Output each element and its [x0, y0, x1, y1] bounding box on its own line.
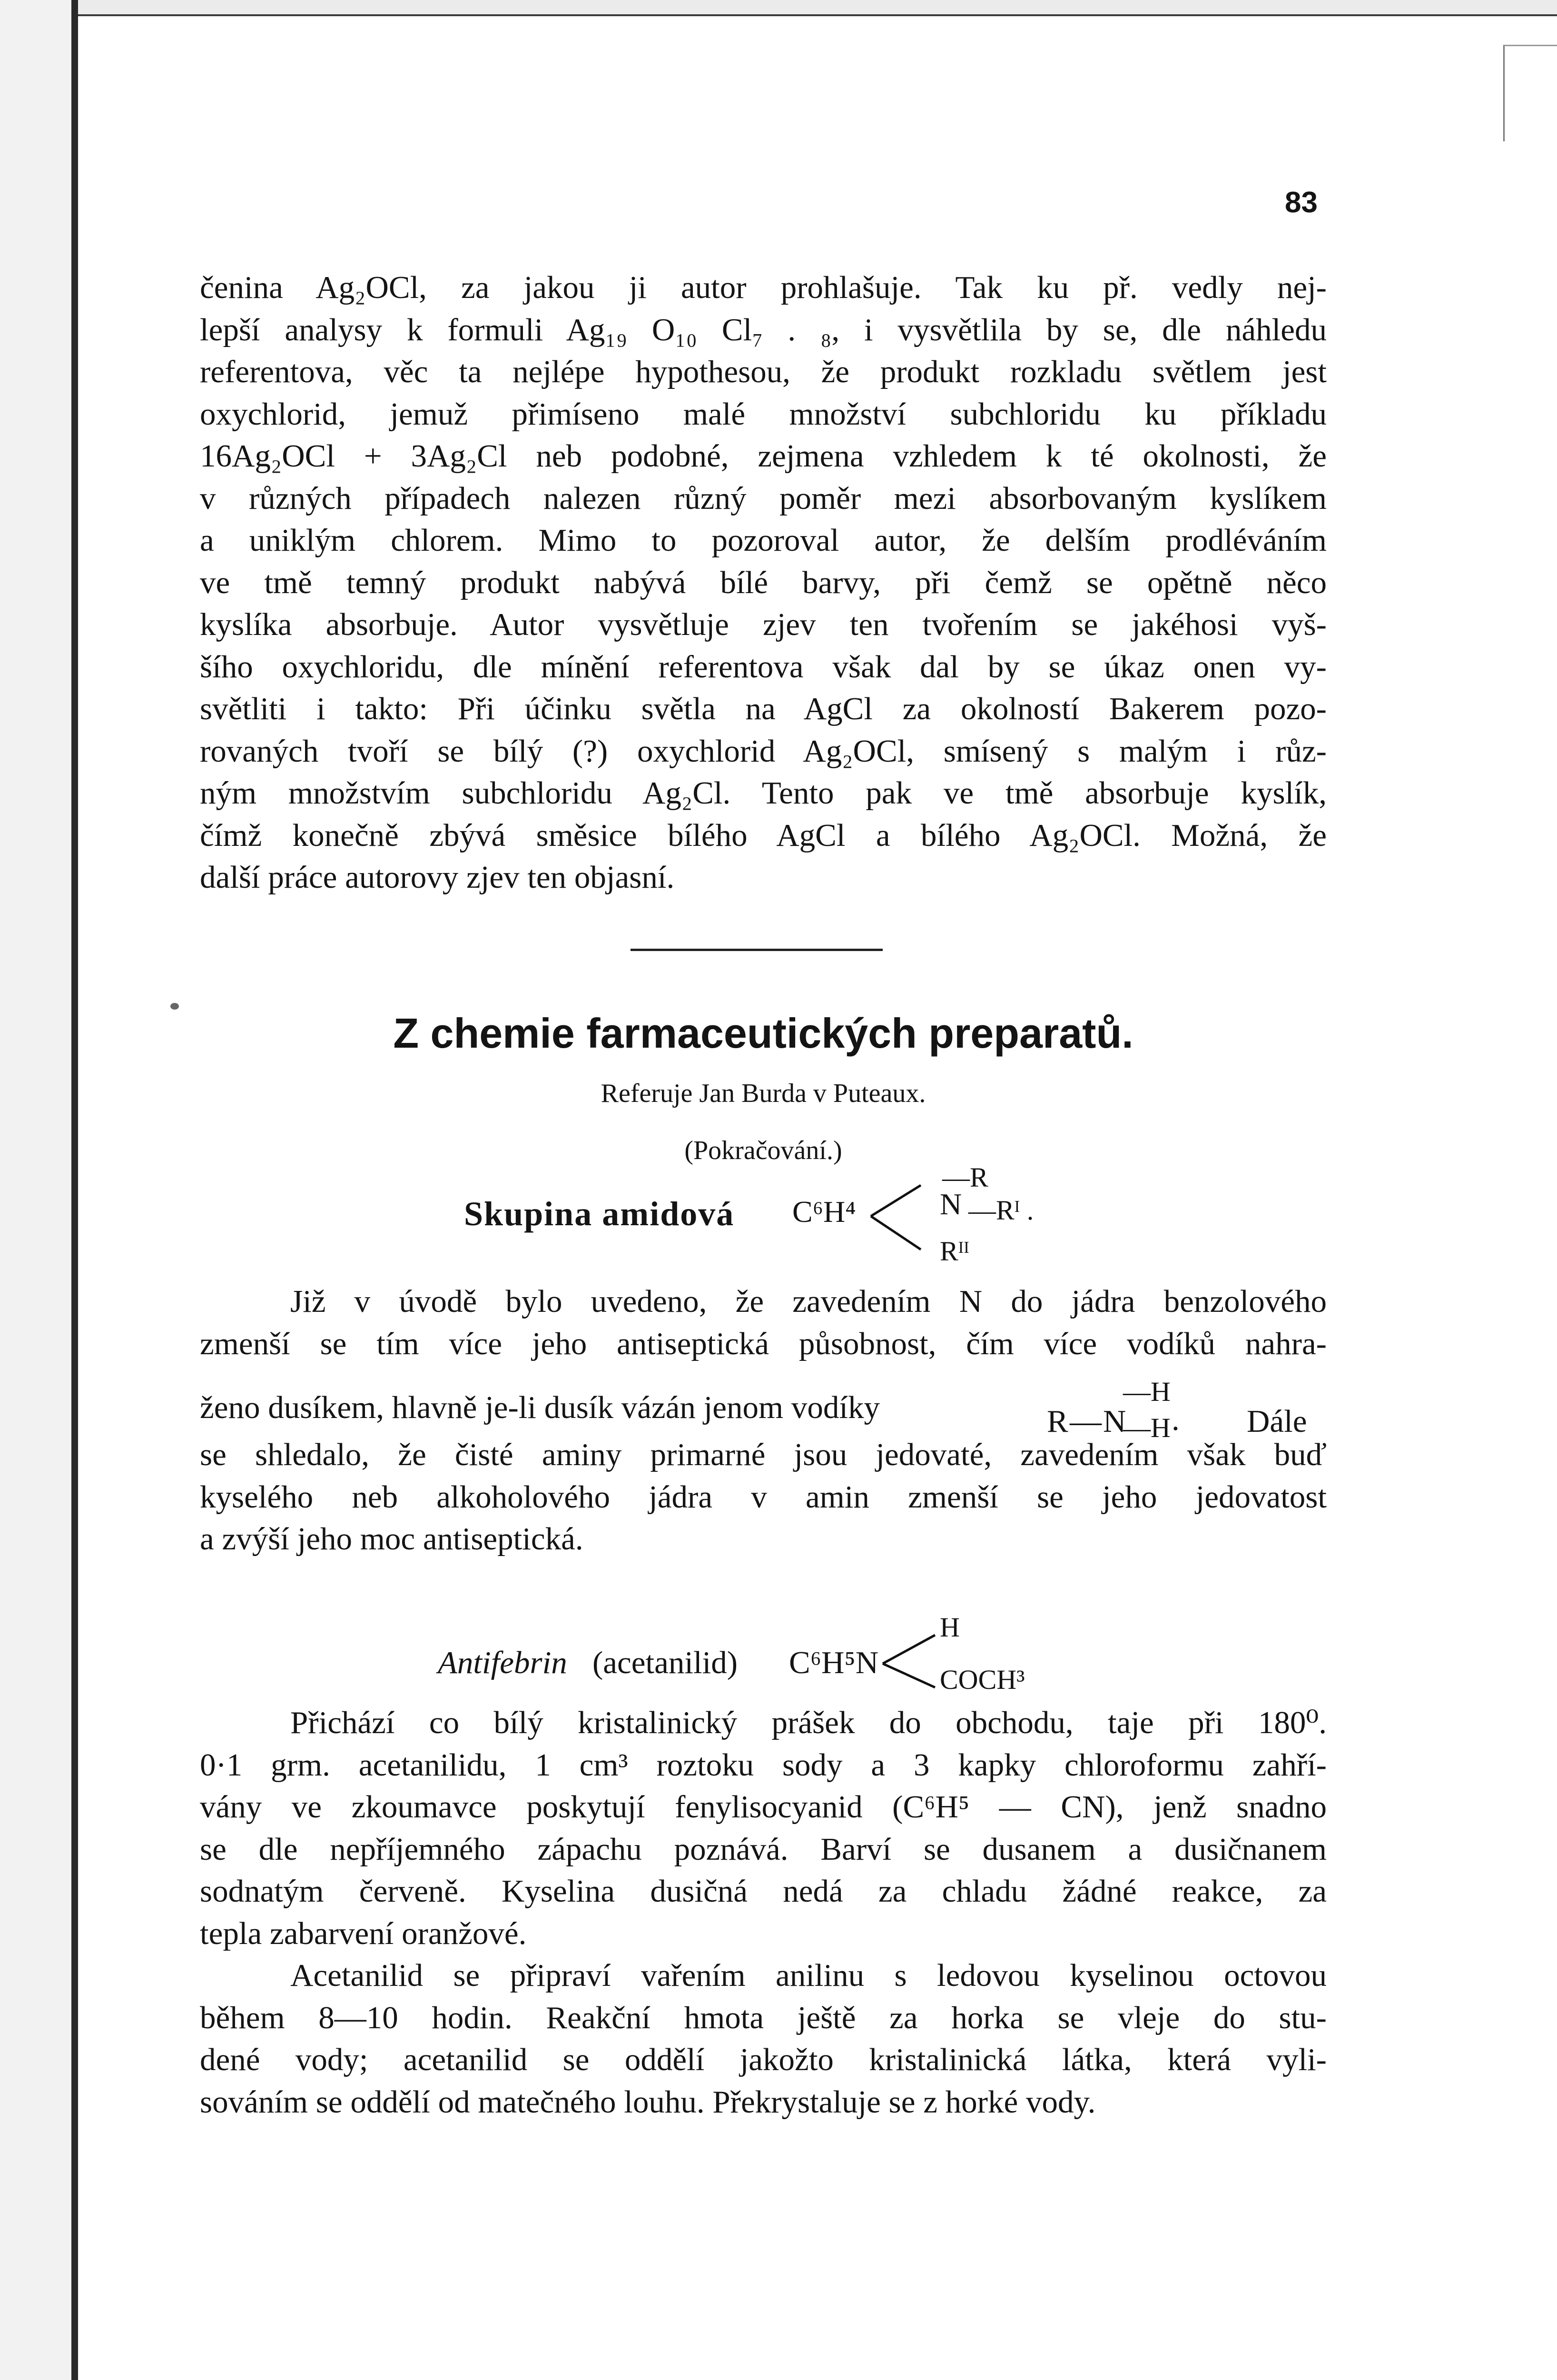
amido-heading: Skupina amidová — [464, 1195, 735, 1233]
antifebrin-top: H — [940, 1612, 960, 1643]
scan-top-margin — [78, 0, 1557, 16]
antifebrin-bottom: COCH³ — [940, 1664, 1025, 1695]
scan-speck — [170, 1003, 179, 1010]
amido-n: N — [940, 1187, 962, 1221]
amido-r-top: —R — [942, 1162, 988, 1193]
inline-h-bottom: —H — [1123, 1412, 1171, 1443]
inline-dot: . — [1172, 1402, 1180, 1437]
text-line: se shledalo, že čisté aminy primarné jsou jedovaté, zavedením však buď — [200, 1437, 1327, 1472]
text-line: Přichází co bílý kristalinický prášek do obchodu, taje při 180⁰. — [290, 1705, 1327, 1740]
text-line: lepší analysy k formuli Ag₁₉ O₁₀ Cl₇ . ₈, i vysvětlila by se, dle náhledu — [200, 312, 1327, 347]
text-line: čenina Ag₂OCl, za jakou ji autor prohlašuje. Tak ku př. vedly nej- — [200, 270, 1327, 305]
text-line: 16Ag₂OCl + 3Ag₂Cl neb podobné, zejmena vzhledem k té okolnosti, že — [200, 438, 1327, 474]
text-line: světliti i takto: Při účinku světla na AgCl za okolností Bakerem pozo- — [200, 691, 1327, 726]
amido-r-bottom: Rᴵᴵ — [940, 1236, 969, 1267]
section-divider — [631, 949, 883, 951]
inline-h-top: —H — [1123, 1376, 1171, 1407]
antifebrin-name: Antifebrin — [438, 1645, 567, 1680]
text-line: vány ve zkoumavce poskytují fenylisocyanid (C⁶H⁵ — CN), jenž snadno — [200, 1789, 1327, 1825]
text-line: ným množstvím subchloridu Ag₂Cl. Tento pak ve tmě absorbuje kyslík, — [200, 775, 1327, 811]
text-line: během 8—10 hodin. Reakční hmota ještě za horka se vleje do stu- — [200, 2000, 1327, 2035]
inline-dash: — — [1070, 1404, 1102, 1439]
text-line: referentova, věc ta nejlépe hypothesou, že produkt rozkladu světlem jest — [200, 354, 1327, 389]
text-line: a uniklým chlorem. Mimo to pozoroval autor, že delším prodléváním — [200, 523, 1327, 558]
text-line: ve tmě temný produkt nabývá bílé barvy, při čemž se opětně něco — [200, 565, 1327, 600]
text-line: 0·1 grm. acetanilidu, 1 cm³ roztoku sody a 3 kapky chloroformu zahří- — [200, 1747, 1327, 1783]
text-line: ženo dusíkem, hlavně je-li dusík vázán jenom vodíky — [200, 1390, 880, 1425]
amido-r-mid: —Rᴵ . — [968, 1195, 1034, 1226]
antifebrin-base: C⁶H⁵N — [789, 1645, 879, 1680]
text-line: Již v úvodě bylo uvedeno, že zavedením N do jádra benzolového — [290, 1284, 1327, 1319]
antifebrin-bonds — [438, 1616, 1152, 1702]
antifebrin-alias: (acetanilid) — [592, 1645, 738, 1680]
antifebrin-formula — [438, 1612, 1152, 1702]
antifebrin-paragraph-1 — [200, 1702, 1327, 1954]
text-line: tepla zabarvení oranžové. — [200, 1915, 527, 1951]
inline-r: R — [1047, 1404, 1068, 1439]
page-number: 83 — [1285, 186, 1318, 219]
text-line: sováním se oddělí od matečného louhu. Překrystaluje se z horké vody. — [200, 2084, 1096, 2120]
referee-text: Referuje Jan Burda v Puteaux. — [601, 1079, 926, 1108]
text-line: sodnatým červeně. Kyselina dusičná nedá za chladu žádné reakce, za — [200, 1874, 1327, 1909]
intro-paragraph — [200, 267, 1327, 899]
section-title: Z chemie farmaceutických preparatů. — [393, 1010, 1133, 1057]
text-line: zmenší se tím více jeho antiseptická působnost, čím více vodíků nahra- — [200, 1326, 1327, 1361]
text-line: další práce autorovy zjev ten objasní. — [200, 860, 675, 895]
referee-line — [200, 1078, 1327, 1109]
text-line: Acetanilid se připraví vařením anilinu s ledovou kyselinou octovou — [290, 1958, 1327, 1993]
scan-left-margin — [0, 0, 71, 2380]
text-line: a zvýší jeho moc antiseptická. — [200, 1521, 583, 1557]
antifebrin-paragraph-2 — [200, 1954, 1327, 2123]
scan-corner-mark — [1503, 45, 1557, 141]
text-line: oxychlorid, jemuž přimíseno malé množství subchloridu ku příkladu — [200, 396, 1327, 432]
text-line: rovaných tvoří se bílý (?) oxychlorid Ag₂OCl, smísený s malým i růz- — [200, 733, 1327, 769]
text-line: kyselého neb alkoholového jádra v amin zmenší se jeho jedovatost — [200, 1479, 1327, 1515]
amido-group-formula — [464, 1164, 1092, 1278]
scan-page-edge — [71, 0, 78, 2380]
inline-after: Dále — [1247, 1404, 1307, 1439]
inline-n: N — [1103, 1404, 1126, 1439]
text-line: čímž konečně zbývá směsice bílého AgCl a bílého Ag₂OCl. Možná, že — [200, 817, 1327, 853]
text-line: šího oxychloridu, dle mínění referentova však dal by se úkaz onen vy- — [200, 649, 1327, 684]
text-line: v různých případech nalezen různý poměr mezi absorbovaným kyslíkem — [200, 480, 1327, 516]
continuation-note: (Pokračování.) — [684, 1136, 842, 1165]
text-line: kyslíka absorbuje. Autor vysvětluje zjev ten tvořením se jakéhosi vyš- — [200, 607, 1327, 642]
inline-amine-formula — [1047, 1375, 1307, 1451]
text-line: dené vody; acetanilid se oddělí jakožto kristalinická látka, která vyli- — [200, 2042, 1327, 2077]
amido-base: C⁶H⁴ — [792, 1195, 856, 1229]
text-line: se dle nepříjemného zápachu poznává. Barví se dusanem a dusičnanem — [200, 1831, 1327, 1867]
